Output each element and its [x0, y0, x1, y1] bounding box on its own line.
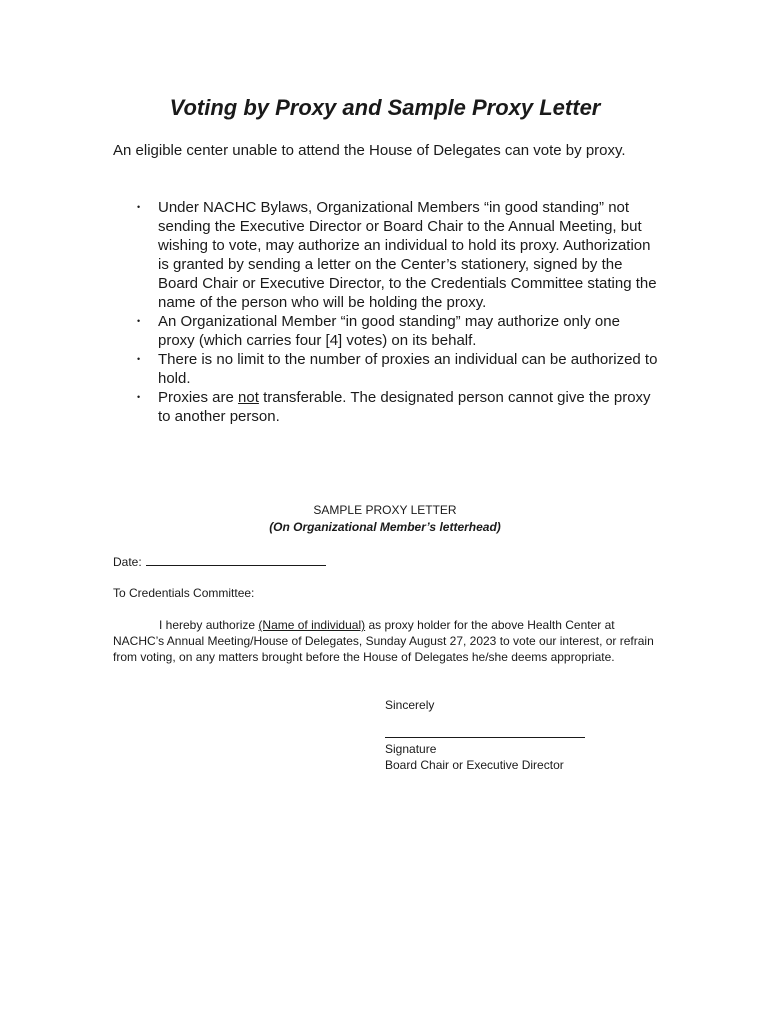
intro-paragraph: An eligible center unable to attend the House of Delegates can vote by proxy.: [113, 142, 626, 159]
bullet-icon: •: [137, 392, 141, 402]
list-item-text: There is no limit to the number of proxies an individual can be authorized to hold.: [158, 351, 658, 387]
signer-role: Board Chair or Executive Director: [385, 758, 564, 772]
letter-body: [113, 617, 661, 665]
bullet-icon: •: [137, 202, 141, 212]
list-item-text-end: transferable. The designated person cannot give the proxy to another person.: [158, 389, 651, 425]
closing: Sincerely: [385, 698, 435, 712]
date-line: [113, 554, 326, 570]
list-item-text: Under NACHC Bylaws, Organizational Members “in good standing” not sending the Executive Director or Board Chair to the Annual Meeting, but wishing to vote, may authorize an individual to hold its proxy. Authorization is granted by sending a letter on the Center’s stationery, signed by the Board Chair or Executive Director, to the Credentials Committee stating the name of the person who will be holding the proxy.: [158, 199, 657, 311]
signature-block: [385, 697, 585, 773]
list-item: [113, 312, 658, 350]
emphasis-not: not: [238, 389, 259, 406]
date-label: Date:: [113, 555, 142, 569]
proxy-rules-list: [113, 198, 658, 426]
list-item-text-start: Proxies are: [158, 389, 239, 406]
salutation: To Credentials Committee:: [113, 586, 255, 600]
page-title: Voting by Proxy and Sample Proxy Letter: [169, 95, 601, 120]
date-blank-line: [146, 554, 326, 566]
letter-body-end: as proxy holder for the above Health Center at NACHC’s Annual Meeting/House of Delegates, Sunday August 27, 2023 to vote our interest, or refrain from voting, on any matters brought before the House of Delegates he/she deems appropriate.: [113, 618, 654, 664]
signature-line: [385, 737, 585, 738]
bullet-icon: •: [137, 316, 141, 326]
list-item-text: [158, 389, 651, 425]
list-item: [113, 350, 658, 388]
list-item: [113, 198, 658, 312]
list-item: [113, 388, 658, 426]
letter-body-start: I hereby authorize: [159, 618, 259, 632]
sample-letter-heading: SAMPLE PROXY LETTER: [313, 503, 457, 517]
list-item-text: An Organizational Member “in good standing” may authorize only one proxy (which carries four [4] votes) on its behalf.: [158, 313, 620, 349]
signature-label: Signature: [385, 742, 437, 756]
sample-letter-subheading: (On Organizational Member’s letterhead): [269, 520, 501, 534]
name-of-individual-placeholder: (Name of individual): [258, 618, 366, 632]
bullet-icon: •: [137, 354, 141, 364]
